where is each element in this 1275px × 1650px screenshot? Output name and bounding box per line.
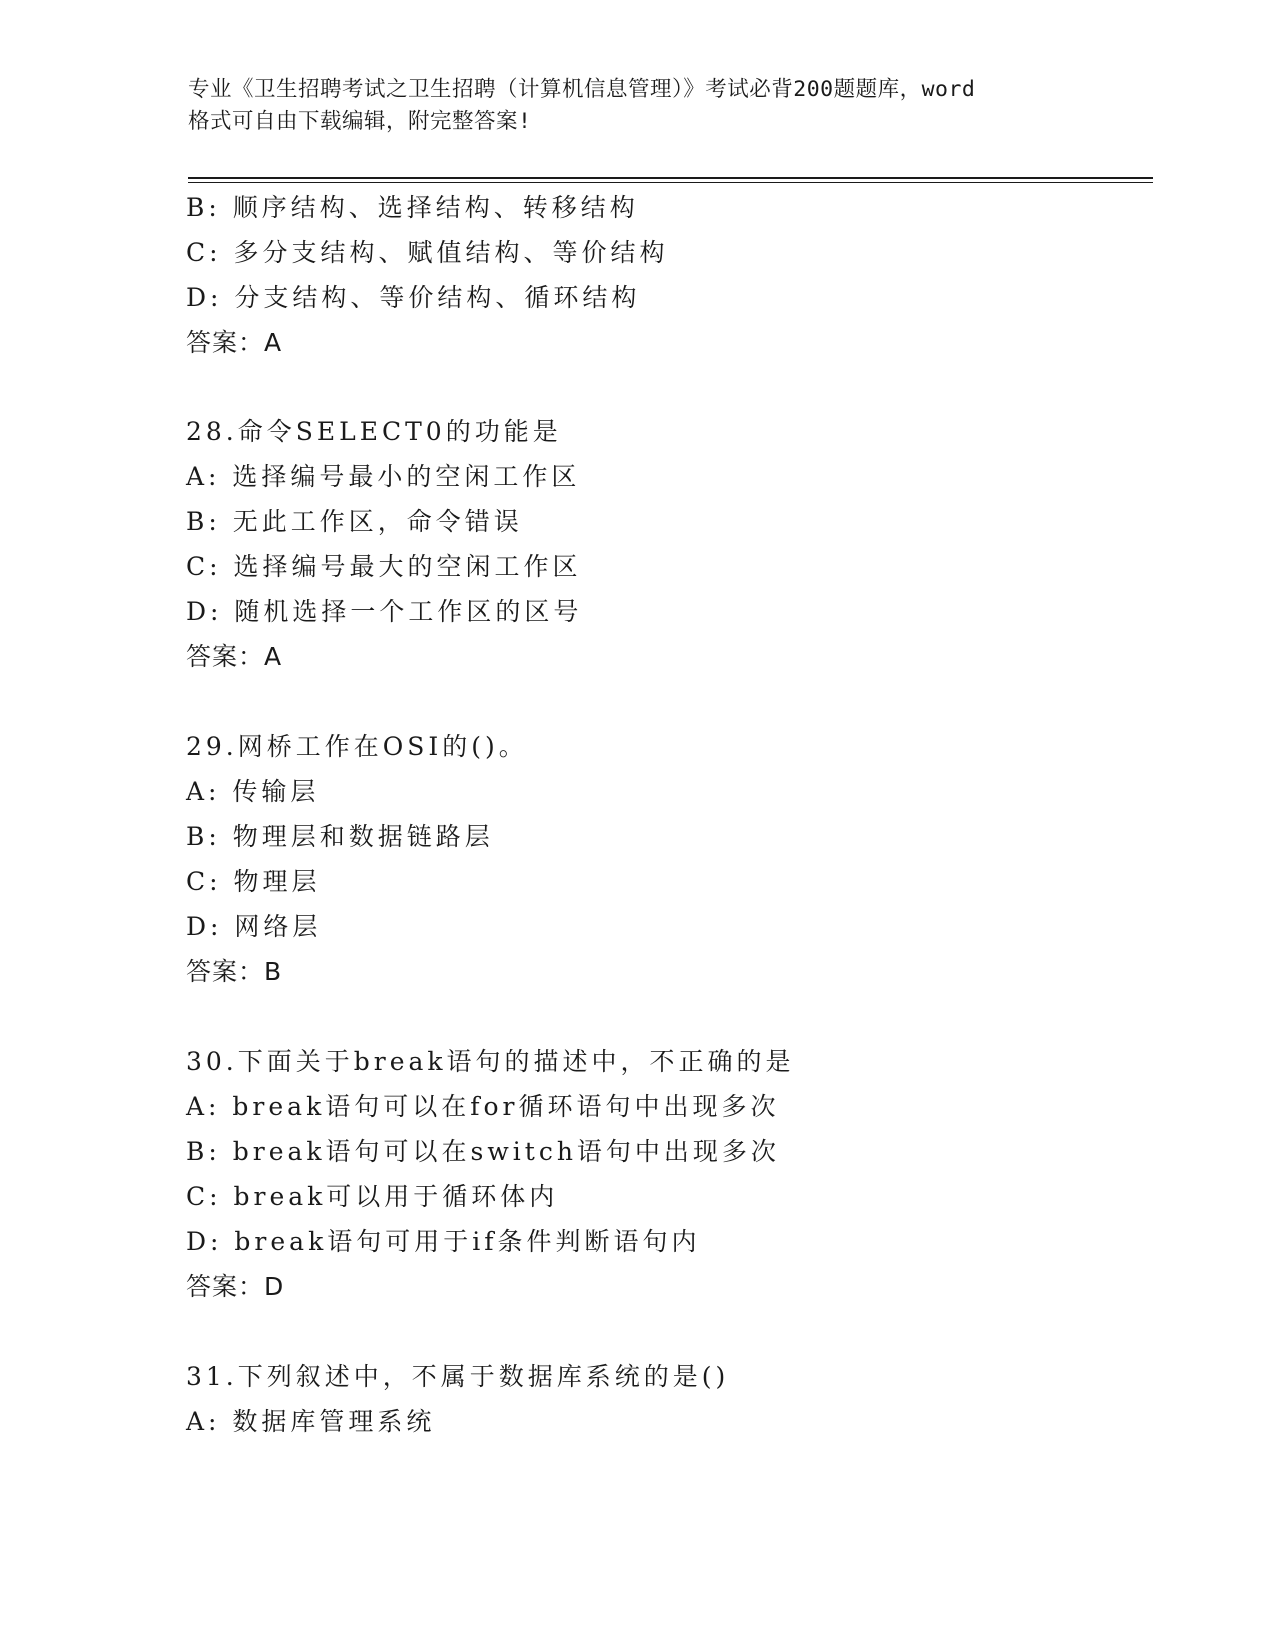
q31-option-a: A: 数据库管理系统 [186, 1407, 436, 1436]
q31-question: 31.下列叙述中，不属于数据库系统的是() [186, 1362, 730, 1391]
q28-option-c: C: 选择编号最大的空闲工作区 [186, 552, 582, 581]
header-divider-thick [188, 177, 1153, 179]
q30-option-d: D: break语句可用于if条件判断语句内 [186, 1227, 701, 1256]
q30-option-c: C: break可以用于循环体内 [186, 1182, 559, 1211]
q29-option-c: C: 物理层 [186, 867, 321, 896]
q28-option-d: D: 随机选择一个工作区的区号 [186, 597, 583, 626]
q28-option-a: A: 选择编号最小的空闲工作区 [186, 462, 581, 491]
q27-option-c: C: 多分支结构、赋值结构、等价结构 [186, 238, 669, 267]
q28-option-b: B: 无此工作区，命令错误 [186, 507, 523, 536]
q29-question: 29.网桥工作在OSI的()。 [186, 732, 528, 761]
q28-answer: 答案：A [186, 642, 283, 671]
q28-question: 28.命令SELECT0的功能是 [186, 417, 562, 446]
q27-option-b: B: 顺序结构、选择结构、转移结构 [186, 193, 639, 222]
header-line-1: 专业《卫生招聘考试之卫生招聘（计算机信息管理）》考试必背200题题库，word [188, 77, 976, 102]
q29-answer: 答案：B [186, 957, 283, 986]
q27-option-d: D: 分支结构、等价结构、循环结构 [186, 283, 641, 312]
q30-answer: 答案：D [186, 1272, 285, 1301]
q30-question: 30.下面关于break语句的描述中，不正确的是 [186, 1047, 795, 1076]
q30-option-a: A: break语句可以在for循环语句中出现多次 [186, 1092, 780, 1121]
q30-option-b: B: break语句可以在switch语句中出现多次 [186, 1137, 780, 1166]
q27-answer: 答案：A [186, 328, 283, 357]
header-line-2: 格式可自由下载编辑，附完整答案! [188, 109, 532, 134]
q29-option-d: D: 网络层 [186, 912, 322, 941]
q29-option-b: B: 物理层和数据链路层 [186, 822, 494, 851]
header-divider-thin [188, 182, 1153, 183]
document-header [188, 74, 1088, 138]
q29-option-a: A: 传输层 [186, 777, 320, 806]
